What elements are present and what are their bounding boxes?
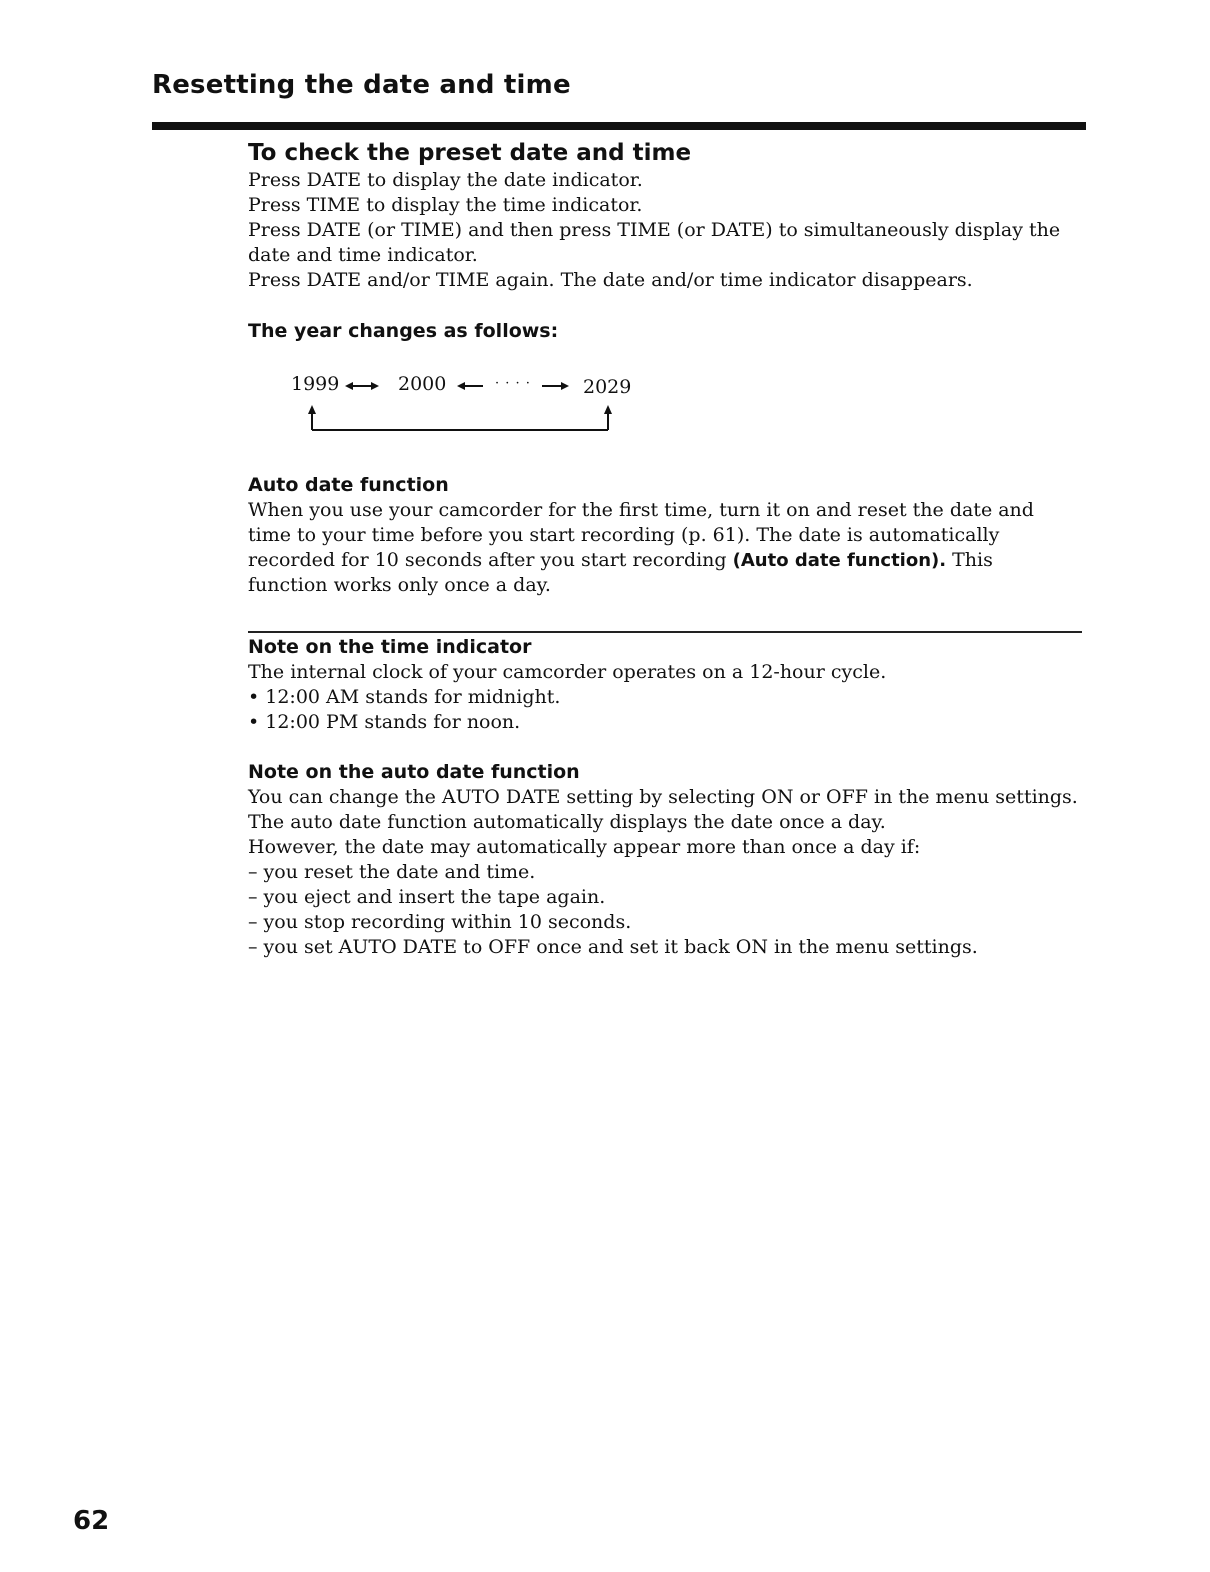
page-title: Resetting the date and time (152, 70, 571, 100)
check-heading: To check the preset date and time (248, 140, 692, 166)
note-time-item-2: • 12:00 PM stands for noon. (248, 711, 521, 733)
up-arrowhead-icon (308, 405, 316, 414)
auto-date-section (248, 474, 1078, 598)
note-time-item-1: • 12:00 AM stands for midnight. (248, 686, 561, 708)
check-section (248, 140, 1088, 293)
page-number: 62 (73, 1506, 110, 1536)
check-line-2: Press TIME to display the time indicator. (248, 194, 643, 216)
note-auto-line-2: The auto date function automatically displays the date once a day. (248, 811, 886, 833)
year-1999: 1999 (291, 373, 340, 395)
year-cycle-diagram (285, 370, 645, 440)
year-heading: The year changes as follows: (248, 320, 559, 342)
right-arrowhead-icon (371, 382, 379, 390)
note-auto-line-3: However, the date may automatically appear more than once a day if: (248, 836, 921, 858)
note-auto-line-4: – you reset the date and time. (248, 861, 536, 883)
title-rule (152, 122, 1086, 130)
year-section (248, 320, 1088, 342)
auto-date-heading: Auto date function (248, 474, 449, 496)
check-line-1: Press DATE to display the date indicator. (248, 169, 643, 191)
note-time-intro: The internal clock of your camcorder operates on a 12-hour cycle. (248, 661, 887, 683)
note-auto-line-5: – you eject and insert the tape again. (248, 886, 606, 908)
year-arrows (285, 370, 645, 440)
year-2029: 2029 (583, 376, 632, 398)
note-auto-heading: Note on the auto date function (248, 761, 580, 783)
note-auto-line-6: – you stop recording within 10 seconds. (248, 911, 632, 933)
year-2000: 2000 (398, 373, 447, 395)
up-arrowhead-icon (604, 405, 612, 414)
note-time-section (248, 636, 1088, 735)
check-line-4: Press DATE and/or TIME again. The date and/or time indicator disappears. (248, 269, 973, 291)
note-auto-line-7: – you set AUTO DATE to OFF once and set it back ON in the menu settings. (248, 936, 978, 958)
note-auto-line-1: You can change the AUTO DATE setting by selecting ON or OFF in the menu settings. (248, 786, 1078, 808)
note-rule (248, 631, 1082, 633)
auto-date-text-1: When you use your camcorder for the first time, turn it on and reset the date and time to your time before you start recording (p. 61). The date is automatically recorded for 10 seconds after you start recording (248, 499, 1034, 571)
auto-date-text-2: This function works only once a day. (248, 549, 993, 596)
check-line-3: Press DATE (or TIME) and then press TIME (or DATE) to simultaneously display the date and time indicator. (248, 219, 1061, 266)
auto-date-bold: (Auto date function). (732, 550, 947, 571)
year-ellipsis: · · · · (495, 376, 531, 391)
note-time-heading: Note on the time indicator (248, 636, 532, 658)
auto-date-paragraph (248, 498, 1078, 598)
left-arrowhead-icon (345, 382, 353, 390)
note-auto-section (248, 761, 1088, 960)
